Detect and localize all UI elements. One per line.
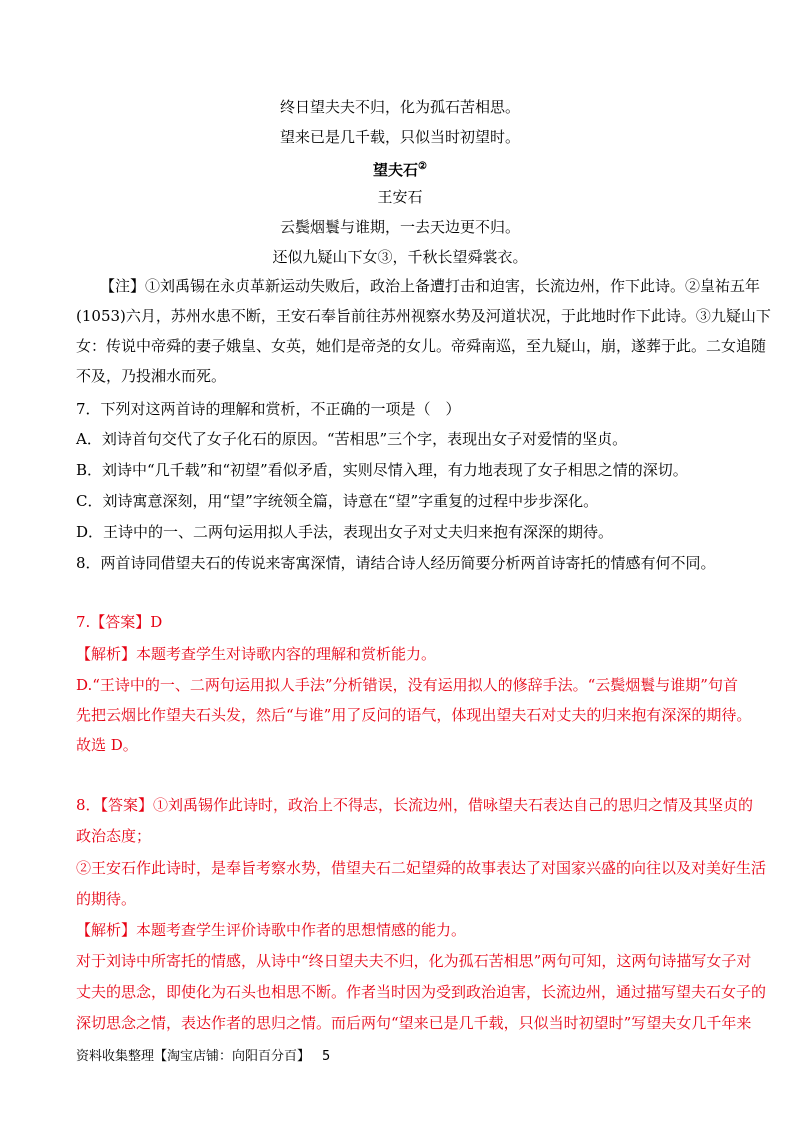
page-number: 5 xyxy=(322,1049,331,1064)
answer8-line: 对于刘诗中所寄托的情感，从诗中“终日望夫夫不归，化为孤石苦相思”两句可知，这两句诗描写女子对 xyxy=(76,952,752,970)
note-line: 不及，乃投湘水而死。 xyxy=(76,367,227,385)
poem2-title-note: ② xyxy=(418,161,427,172)
poem2-line1: 云鬓烟鬟与谁期，一去天边更不归。 xyxy=(279,218,520,236)
answer8-line: 8．【答案】①刘禹锡作此诗时，政治上不得志，长流边州，借咏望夫石表达自己的思归之情及其坚贞的 xyxy=(76,796,754,814)
answer7-analysis-line: 先把云烟比作望夫石头发，然后“与谁”用了反问的语气，体现出望夫石对丈夫的归来抱有深深的期待。 xyxy=(76,706,752,724)
answer8-line: 丈夫的思念，即使化为石头也相思不断。作者当时因为受到政治迫害，长流边州，通过描写望夫石女子的 xyxy=(76,983,767,1001)
answer7-analysis-line: 故选 D。 xyxy=(76,736,138,754)
note-line: 女：传说中帝舜的妻子娥皇、女英，她们是帝尧的女儿。帝舜南巡，至九疑山，崩，遂葬于此。二女追随 xyxy=(76,337,767,355)
poem1-line2: 望来已是几千载，只似当时初望时。 xyxy=(279,128,520,146)
note-line: (1053)六月，苏州水患不断，王安石奉旨前往苏州视察水势及河道状况，于此地时作下此诗。③九疑山下 xyxy=(76,307,771,325)
poem2-line2: 还似九疑山下女③，千秋长望舜裳衣。 xyxy=(272,248,528,266)
answer8-line: 的期待。 xyxy=(76,890,137,908)
option-b: B．刘诗中“几千载”和“初望”看似矛盾，实则尽情入理，有力地表现了女子相思之情的深切。 xyxy=(76,461,688,479)
answer8-line: 深切思念之情，表达作者的思归之情。而后两句“望来已是几千载，只似当时初望时”写望夫女几千年来 xyxy=(76,1014,752,1032)
poem2-title xyxy=(0,157,800,180)
footer-source: 资料收集整理【淘宝店铺：向阳百分百】 xyxy=(76,1049,311,1064)
option-a: A．刘诗首句交代了女子化石的原因。“苦相思”三个字，表现出女子对爱情的坚贞。 xyxy=(76,430,628,448)
page-footer xyxy=(76,1048,330,1066)
note-line: 【注】①刘禹锡在永贞革新运动失败后，政治上备遭打击和迫害，长流边州，作下此诗。②皇祐五年 xyxy=(100,277,761,295)
answer7-analysis-title: 【解析】本题考查学生对诗歌内容的理解和赏析能力。 xyxy=(76,645,437,663)
poem2-title-text: 望夫石 xyxy=(373,161,419,179)
option-d: D．王诗中的一、二两句运用拟人手法，表现出女子对丈夫归来抱有深深的期待。 xyxy=(76,523,614,541)
answer8-line: ②王安石作此诗时，是奉旨考察水势，借望夫石二妃望舜的故事表达了对国家兴盛的向往以及对美好生活 xyxy=(76,859,767,877)
question-8: 8．两首诗同借望夫石的传说来寄寓深情，请结合诗人经历简要分析两首诗寄托的情感有何不同。 xyxy=(76,554,716,572)
question-7: 7．下列对这两首诗的理解和赏析，不正确的一项是（ ） xyxy=(76,400,461,418)
answer8-line: 政治态度； xyxy=(76,827,152,845)
answer8-line: 【解析】本题考查学生评价诗歌中作者的思想情感的能力。 xyxy=(76,921,467,939)
option-c: C．刘诗寓意深刻，用“望”字统领全篇，诗意在“望”字重复的过程中步步深化。 xyxy=(76,492,599,510)
answer7-analysis-line: D.“王诗中的一、二两句运用拟人手法”分析错误，没有运用拟人的修辞手法。“云鬓烟鬟与谁期”句首 xyxy=(76,676,738,694)
answer7-label: 7.【答案】D xyxy=(76,613,163,631)
poem1-line1: 终日望夫夫不归，化为孤石苦相思。 xyxy=(279,98,520,116)
poem2-author: 王安石 xyxy=(377,188,423,206)
